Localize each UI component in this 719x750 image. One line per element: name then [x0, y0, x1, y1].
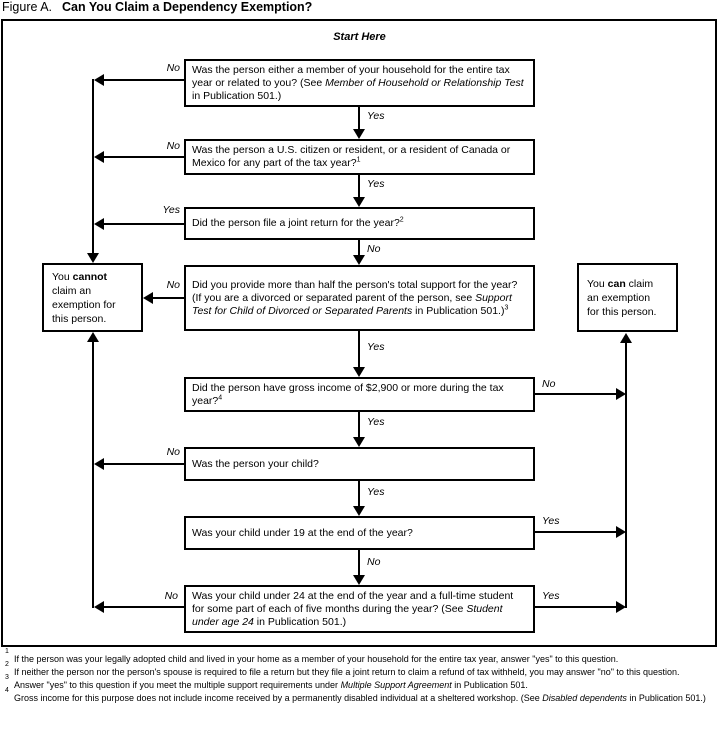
q7-no-label: No [367, 556, 381, 568]
q1-no-arrowhead [94, 74, 104, 86]
q8-no-arrowhead [94, 601, 104, 613]
footnote-3: 3 Answer "yes" to this question if you meet the multiple support requirements under Multiple Support Agreement in Publication 501. [5, 674, 528, 690]
footnote-text: Answer "yes" to this question if you meet the multiple support requirements under Multiple Support Agreement in Publication 501. [14, 680, 528, 690]
figure-title [2, 0, 312, 14]
q5-q6-arrowhead [353, 437, 365, 447]
q2-q3-connector-line [358, 175, 360, 197]
q2-no-line [104, 156, 184, 158]
result-box-can-claim [577, 263, 678, 332]
q1-q2-arrowhead [353, 129, 365, 139]
q3-q4-connector-line [358, 240, 360, 255]
q5-yes-label: Yes [367, 416, 385, 428]
question-text: Did the person have gross income of $2,900 or more during the tax year?$^4$ [192, 381, 504, 407]
q7-q8-arrowhead [353, 575, 365, 585]
arrowhead-down-into-cannot-box [87, 253, 99, 263]
q2-q3-arrowhead [353, 197, 365, 207]
question-box-gross-income [184, 377, 535, 412]
arrowhead-up-into-can-box [620, 333, 632, 343]
q2-yes-label: Yes [367, 178, 385, 190]
q6-no-arrowhead [94, 458, 104, 470]
q2-no-arrowhead [94, 151, 104, 163]
q5-no-line [535, 393, 616, 395]
start-here-label: Start Here [333, 31, 386, 43]
q3-yes-line [104, 223, 184, 225]
q6-yes-label: Yes [367, 486, 385, 498]
q3-yes-arrowhead [94, 218, 104, 230]
q7-q8-connector-line [358, 550, 360, 575]
q2-no-label: No [166, 140, 180, 152]
q8-yes-arrowhead [616, 601, 626, 613]
question-text: Was the person either a member of your household for the entire tax year or related to you? (See Member of Household or Relationship Test in Publication 501.) [192, 63, 524, 102]
q6-no-line [104, 463, 184, 465]
question-box-support [184, 265, 535, 331]
q4-yes-label: Yes [367, 341, 385, 353]
q8-yes-label: Yes [542, 590, 560, 602]
q6-no-label: No [166, 446, 180, 458]
result-text: You cannot claim an exemption for this person. [52, 270, 116, 325]
figure-label: Figure A. [2, 0, 53, 14]
q5-no-arrowhead [616, 388, 626, 400]
left-bottom-rail-line [92, 342, 94, 608]
question-box-under-19 [184, 516, 535, 550]
figure-heading: Can You Claim a Dependency Exemption? [62, 0, 313, 14]
q3-yes-label: Yes [162, 204, 180, 216]
q6-q7-arrowhead [353, 506, 365, 516]
q4-q5-arrowhead [353, 367, 365, 377]
q8-no-label: No [164, 590, 178, 602]
footnote-4: 4 Gross income for this purpose does not include income received by a permanently disabled individual at a sheltered workshop. (See Disabled dependents in Publication 501.) [5, 687, 706, 703]
footnote-text: If the person was your legally adopted child and lived in your home as a member of your household for the entire tax year, answer "yes" to this question. [14, 654, 619, 664]
question-text: Did you provide more than half the person's total support for the year? (If you are a divorced or separated parent of the person, see Support Test for Child of Divorced or Separated Parents in Publication 501.)$^3$ [192, 278, 518, 317]
arrowhead-up-into-cannot-box [87, 332, 99, 342]
q7-yes-arrowhead [616, 526, 626, 538]
footnote-1: 1 If the person was your legally adopted child and lived in your home as a member of your household for the entire tax year, answer "yes" to this question. [5, 648, 619, 664]
q5-no-label: No [542, 378, 556, 390]
question-text: Was the person a U.S. citizen or resident, or a resident of Canada or Mexico for any part of the tax year?$^1$ [192, 144, 511, 169]
question-box-household-or-relationship [184, 59, 535, 107]
q1-q2-connector-line [358, 107, 360, 129]
footnote-text: Gross income for this purpose does not include income received by a permanently disabled individual at a sheltered workshop. (See Disabled dependents in Publication 501.) [14, 693, 706, 703]
footnote-text: If neither the person nor the person's spouse is required to file a return but they file a joint return to claim a refund of tax withheld, you may answer "no" to this question. [14, 667, 680, 677]
result-text: You can claim an exemption for this person. [587, 277, 657, 318]
q6-q7-connector-line [358, 481, 360, 506]
q4-no-line [153, 297, 184, 299]
question-box-citizen-or-resident [184, 139, 535, 175]
q1-no-label: No [166, 62, 180, 74]
question-box-joint-return [184, 207, 535, 240]
q1-no-line [104, 79, 184, 81]
q7-yes-line [535, 531, 616, 533]
q8-yes-line [535, 606, 616, 608]
footnotes [3, 648, 714, 705]
q4-no-label: No [166, 279, 180, 291]
question-text: Was your child under 24 at the end of the year and a full-time student for some part of each of five months during the year? (See Student under age 24 in Publication 501.) [192, 589, 514, 628]
q8-no-line [104, 606, 184, 608]
footnote-2: 2 If neither the person nor the person's spouse is required to file a return but they file a joint return to claim a refund of tax withheld, you may answer "no" to this question. [5, 661, 680, 677]
q3-q4-arrowhead [353, 255, 365, 265]
result-box-cannot-claim [42, 263, 143, 332]
q1-yes-label: Yes [367, 110, 385, 122]
q3-no-label: No [367, 243, 381, 255]
question-box-under-24-student [184, 585, 535, 633]
q7-yes-label: Yes [542, 515, 560, 527]
question-text: Was the person your child? [192, 457, 319, 470]
right-rail-line [625, 343, 627, 608]
q5-q6-connector-line [358, 412, 360, 437]
q4-no-arrowhead [143, 292, 153, 304]
q4-q5-connector-line [358, 331, 360, 367]
question-box-your-child [184, 447, 535, 481]
question-text: Did the person file a joint return for the year?$^2$ [192, 216, 404, 229]
question-text: Was your child under 19 at the end of the year? [192, 526, 413, 539]
